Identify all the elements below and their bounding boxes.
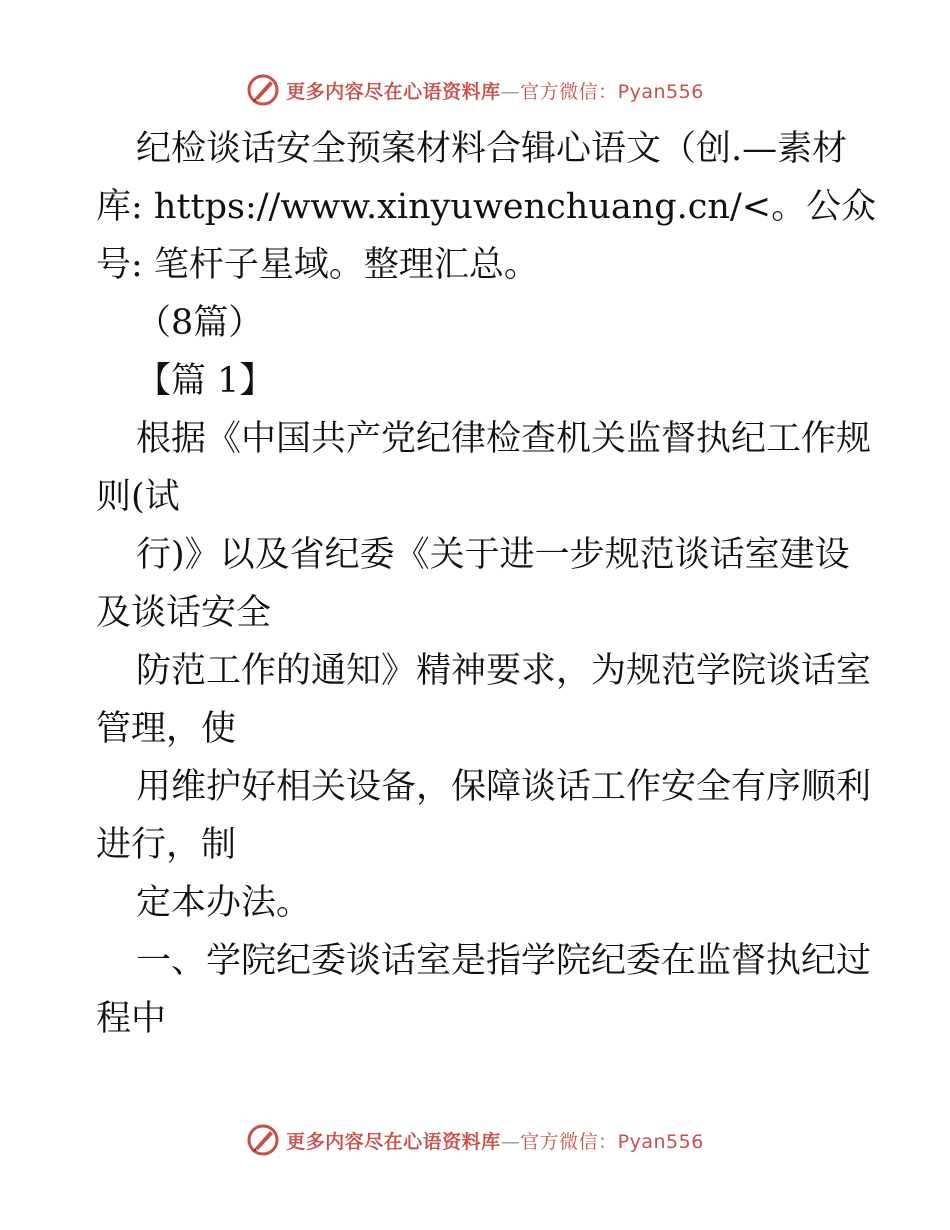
doc-line: 用维护好相关设备，保障谈话工作安全有序顺利 [136,767,872,807]
doc-line: 程中 [96,999,167,1039]
doc-line: 纪检谈话安全预案材料合辑心语文（创.—素材 [136,129,848,169]
watermark-wechat-text: 官方微信：Pyan556 [520,80,704,103]
watermark-main-text: 更多内容尽在心语资料库 [286,1130,501,1153]
header-watermark [0,70,950,110]
watermark-main-text: 更多内容尽在心语资料库 [286,80,501,103]
doc-line: 号: 笔杆子星域。整理汇总。 [96,245,539,285]
doc-line: 则(试 [96,477,180,517]
section-heading: 【篇 1】 [136,361,275,401]
quill-pen-logo-icon [246,1123,280,1157]
doc-line: 根据《中国共产党纪律检查机关监督执纪工作规 [136,419,872,459]
doc-line: 一、学院纪委谈话室是指学院纪委在监督执纪过 [136,941,872,981]
doc-line: 定本办法。 [136,883,312,923]
watermark-separator: — [500,80,521,103]
footer-watermark [0,1120,950,1160]
doc-line: 进行，制 [96,825,237,865]
doc-line: 行)》以及省纪委《关于进一步规范谈话室建设 [136,535,850,575]
document-body [96,120,877,1048]
doc-line: 管理，使 [96,709,237,749]
quill-pen-logo-icon [246,73,280,107]
doc-line: （8篇） [136,303,264,343]
doc-line: 库: https://www.xinyuwenchuang.cn/<。公众 [96,187,877,227]
doc-line: 及谈话安全 [96,593,272,633]
watermark-wechat-text: 官方微信：Pyan556 [520,1130,704,1153]
doc-line: 防范工作的通知》精神要求，为规范学院谈话室 [136,651,872,691]
watermark-separator: — [500,1130,521,1153]
